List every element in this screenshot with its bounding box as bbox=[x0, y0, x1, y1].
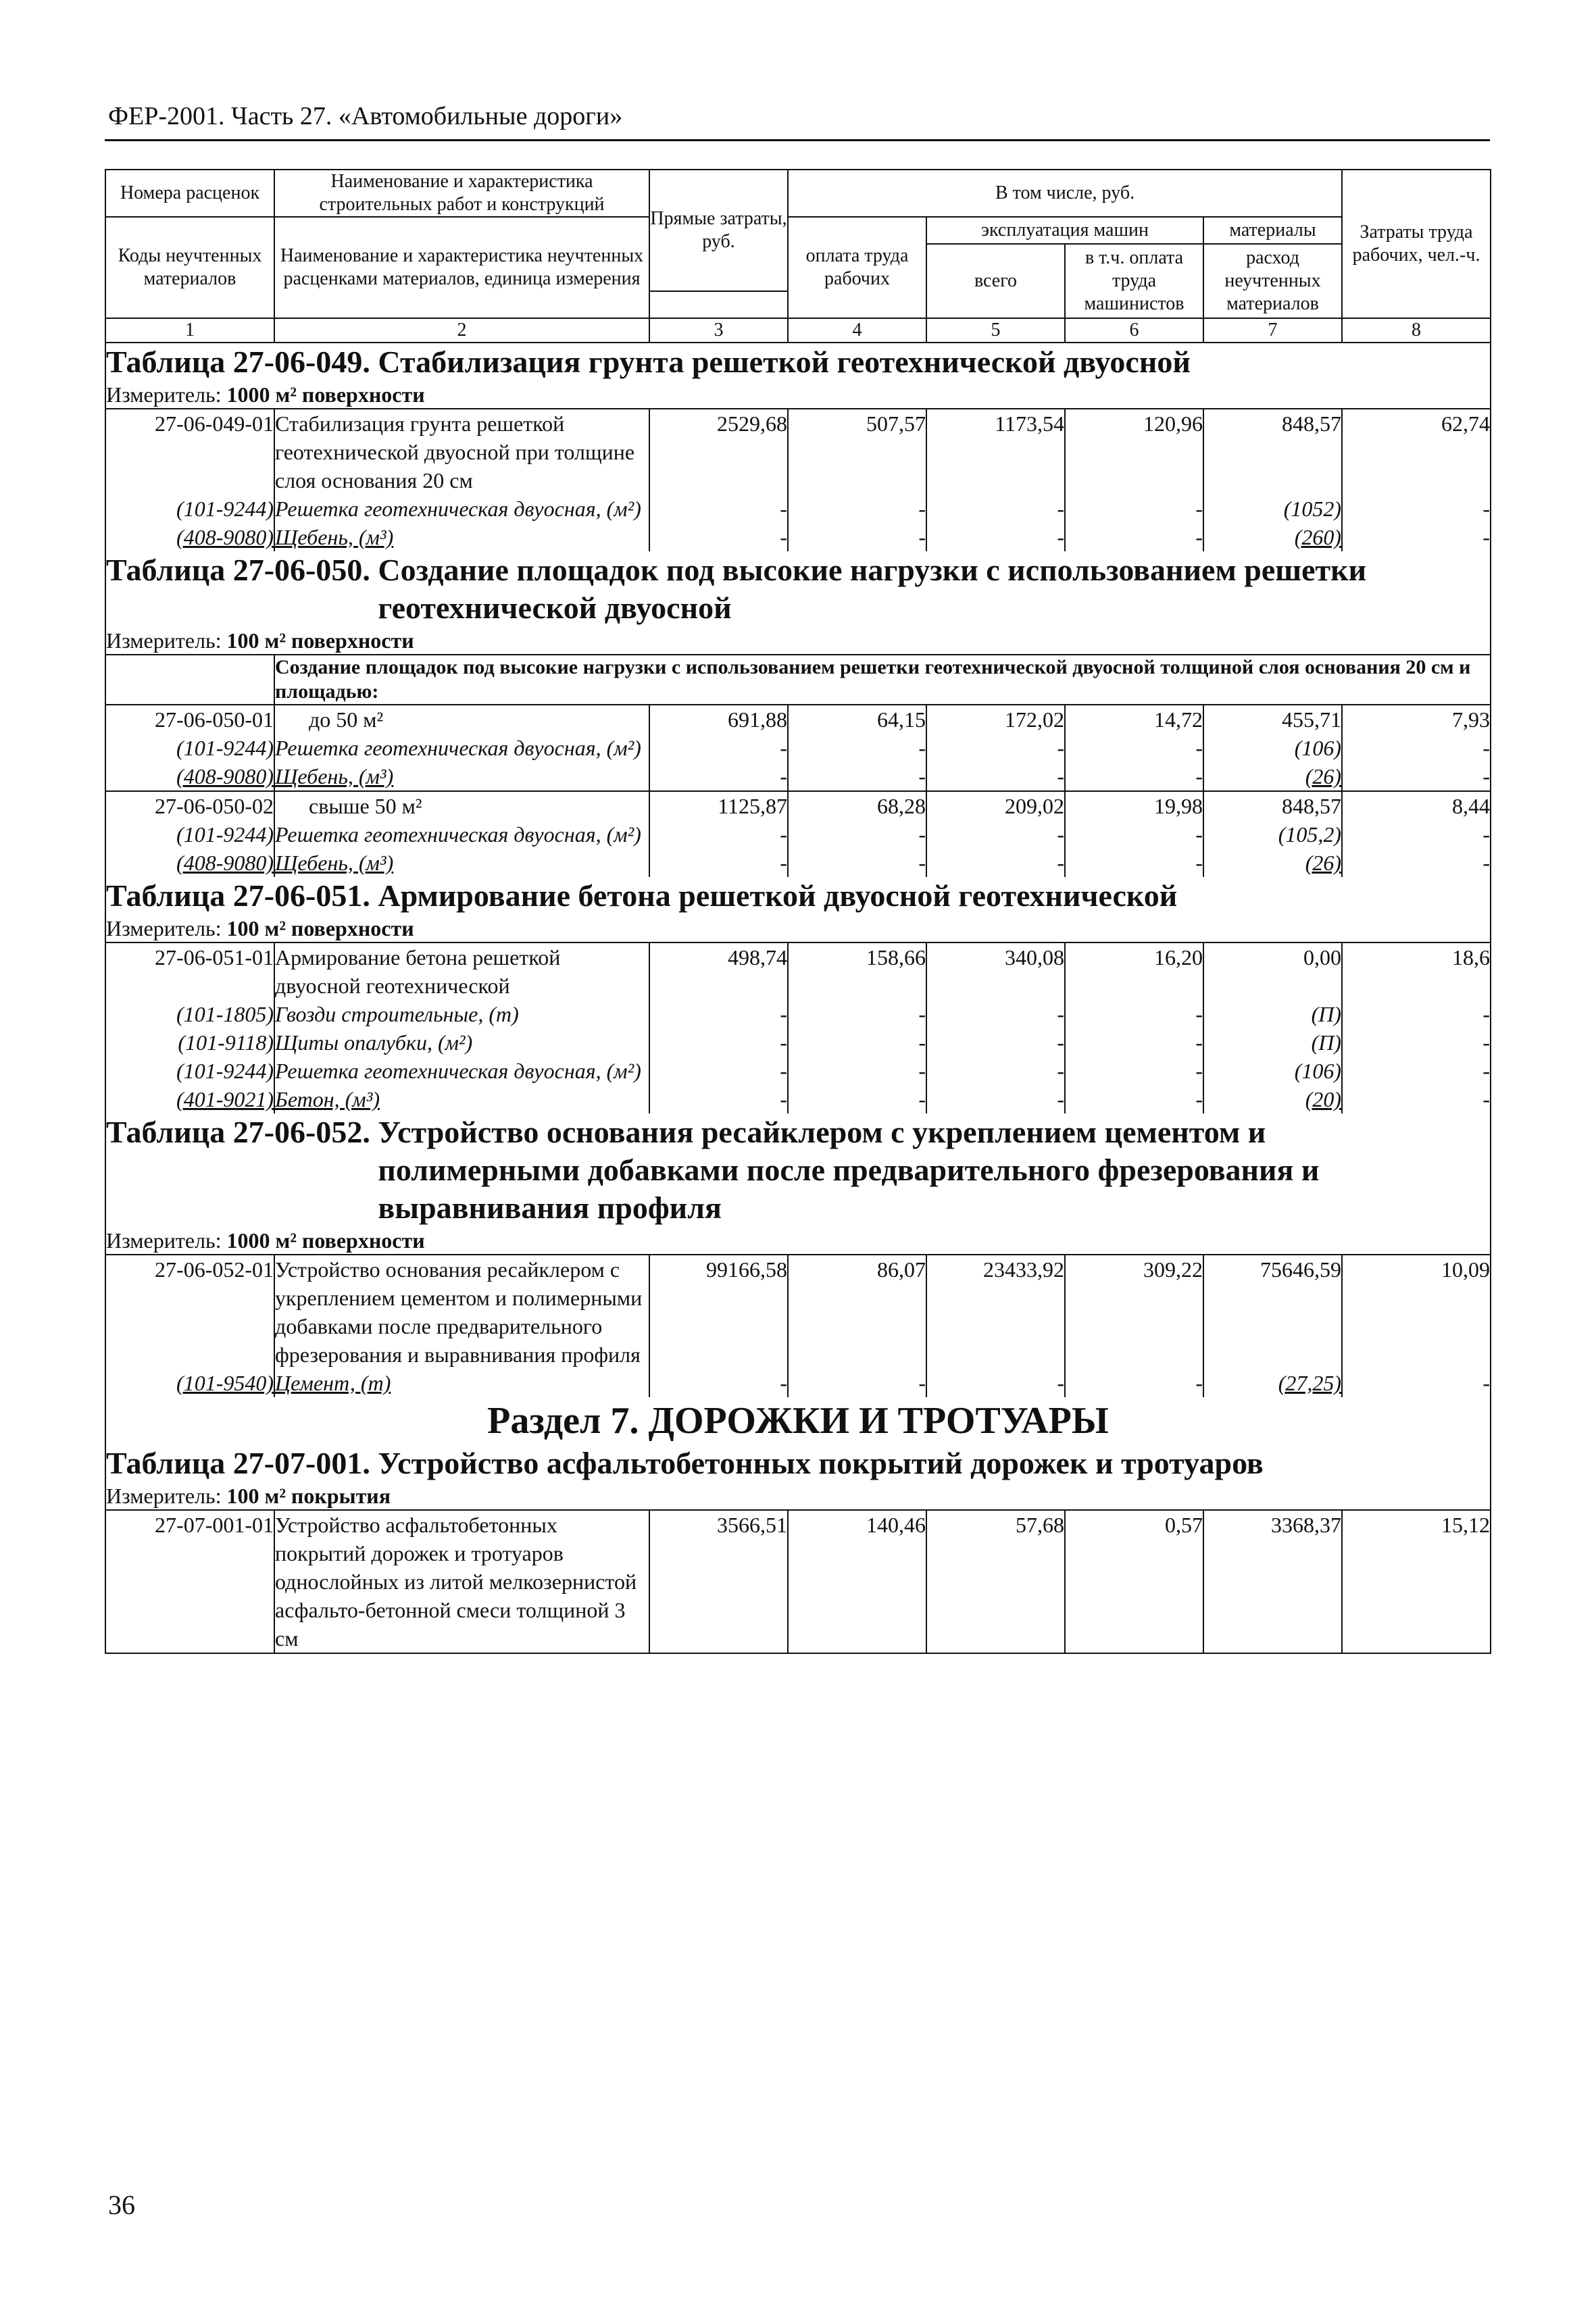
hdr-direct-costs: Прямые затраты, руб. bbox=[649, 170, 788, 291]
hdr-labor-pay: оплата труда рабочих bbox=[788, 217, 926, 318]
table-row: 27-06-050-01 до 50 м² 691,88 64,15 172,02 14,72 455,71 7,93 bbox=[105, 705, 1491, 734]
measure-line: Измеритель: 1000 м² поверхности bbox=[106, 1228, 425, 1253]
hdr-col1-top: Номера расценок bbox=[105, 170, 274, 217]
material-row: (401-9021) Бетон, (м³) - - - - (20) - bbox=[105, 1085, 1491, 1113]
material-row: (101-9118) Щиты опалубки, (м²) - - - - (П) - bbox=[105, 1028, 1491, 1057]
table-row: 27-06-051-01 Армирование бетона решеткой двуосной геотехнической 498,74 158,66 340,08 16,20 0,00 18,6 bbox=[105, 942, 1491, 1000]
hdr-machines: эксплуатация машин bbox=[926, 217, 1203, 244]
material-row: (101-9244) Решетка геотехническая двуосная, (м²) - - - - (105,2) - bbox=[105, 820, 1491, 849]
table-row: 27-06-049-01 Стабилизация грунта решеткой геотехнической двуосной при толщине слоя основания 20 см 2529,68 507,57 1173,54 120,96 848,57 62,74 bbox=[105, 409, 1491, 495]
price-table bbox=[105, 169, 1491, 1654]
material-row: (101-1805) Гвозди строительные, (т) - - - - (П) - bbox=[105, 1000, 1491, 1028]
table-title: Таблица 27-06-051. Армирование бетона решеткой двуосной геотехнической bbox=[106, 878, 1178, 913]
hdr-col1-bottom: Коды неучтенных материалов bbox=[105, 217, 274, 318]
material-row: (101-9244) Решетка геотехническая двуосная, (м²) - - - - (106) - bbox=[105, 734, 1491, 762]
hdr-machines-total: всего bbox=[926, 244, 1065, 318]
hdr-materials: материалы bbox=[1203, 217, 1342, 244]
header-rule bbox=[105, 139, 1490, 141]
measure-line: Измеритель: 1000 м² поверхности bbox=[106, 382, 425, 407]
measure-line: Измеритель: 100 м² поверхности bbox=[106, 916, 414, 940]
material-row: (408-9080) Щебень, (м³) - - - - (26) - bbox=[105, 849, 1491, 877]
table-title: Таблица 27-06-049. Стабилизация грунта решеткой геотехнической двуосной bbox=[106, 345, 1191, 379]
material-row: (101-9244) Решетка геотехническая двуосная, (м²) - - - - (106) - bbox=[105, 1057, 1491, 1085]
table-row: 27-06-050-02 свыше 50 м² 1125,87 68,28 209,02 19,98 848,57 8,44 bbox=[105, 791, 1491, 820]
hdr-machinists: в т.ч. оплата труда машинистов bbox=[1065, 244, 1203, 318]
table-title: Таблица 27-06-052. Устройство основания ресайклером с укреплением цементом и полимерными добавками после предварительного фрезерования и выравнивания профиля bbox=[106, 1115, 1320, 1225]
material-row: (408-9080) Щебень, (м³) - - - - (26) - bbox=[105, 762, 1491, 791]
running-head: ФЕР-2001. Часть 27. «Автомобильные дороги» bbox=[108, 102, 623, 130]
page-number: 36 bbox=[108, 2190, 135, 2220]
hdr-num-3: 3 bbox=[649, 318, 788, 343]
table-title: Таблица 27-06-050. Создание площадок под высокие нагрузки с использованием решетки геотехнической двуосной bbox=[106, 553, 1367, 625]
hdr-labor-cost: Затраты труда рабочих, чел.-ч. bbox=[1342, 170, 1491, 318]
hdr-num-6: 6 bbox=[1065, 318, 1203, 343]
subgroup-heading: Создание площадок под высокие нагрузки с использованием решетки геотехнической двуосной толщиной слоя основания 20 см и площадью: bbox=[274, 655, 1491, 705]
hdr-materials-sub: расход неучтенных материалов bbox=[1203, 244, 1342, 318]
hdr-num-1: 1 bbox=[105, 318, 274, 343]
hdr-spacer bbox=[649, 291, 788, 318]
table-title: Таблица 27-07-001. Устройство асфальтобетонных покрытий дорожек и тротуаров bbox=[106, 1446, 1264, 1480]
hdr-col2-top: Наименование и характеристика строительных работ и конструкций bbox=[274, 170, 649, 217]
hdr-incl: В том числе, руб. bbox=[788, 170, 1342, 217]
material-row: (101-9244) Решетка геотехническая двуосная, (м²) - - - - (1052) - bbox=[105, 495, 1491, 523]
table-row: 27-07-001-01 Устройство асфальтобетонных покрытий дорожек и тротуаров однослойных из литой мелкозернистой асфальто-бетонной смеси толщиной 3 см 3566,51 140,46 57,68 0,57 3368,37 15,12 bbox=[105, 1510, 1491, 1653]
measure-line: Измеритель: 100 м² поверхности bbox=[106, 628, 414, 653]
measure-line: Измеритель: 100 м² покрытия bbox=[106, 1484, 391, 1508]
hdr-num-4: 4 bbox=[788, 318, 926, 343]
hdr-num-7: 7 bbox=[1203, 318, 1342, 343]
table-row: 27-06-052-01 Устройство основания ресайклером с укреплением цементом и полимерными добавками после предварительного фрезерования и выравнивания профиля 99166,58 86,07 23433,92 309,22 75646,59 10,09 bbox=[105, 1255, 1491, 1369]
material-row: (101-9540) Цемент, (т) - - - - (27,25) - bbox=[105, 1369, 1491, 1397]
material-row: (408-9080) Щебень, (м³) - - - - (260) - bbox=[105, 523, 1491, 551]
section-title: Раздел 7. ДОРОЖКИ И ТРОТУАРЫ bbox=[487, 1400, 1109, 1442]
hdr-num-8: 8 bbox=[1342, 318, 1491, 343]
hdr-num-5: 5 bbox=[926, 318, 1065, 343]
hdr-col2-bottom: Наименование и характеристика неучтенных расценками материалов, единица измерения bbox=[274, 217, 649, 318]
hdr-num-2: 2 bbox=[274, 318, 649, 343]
